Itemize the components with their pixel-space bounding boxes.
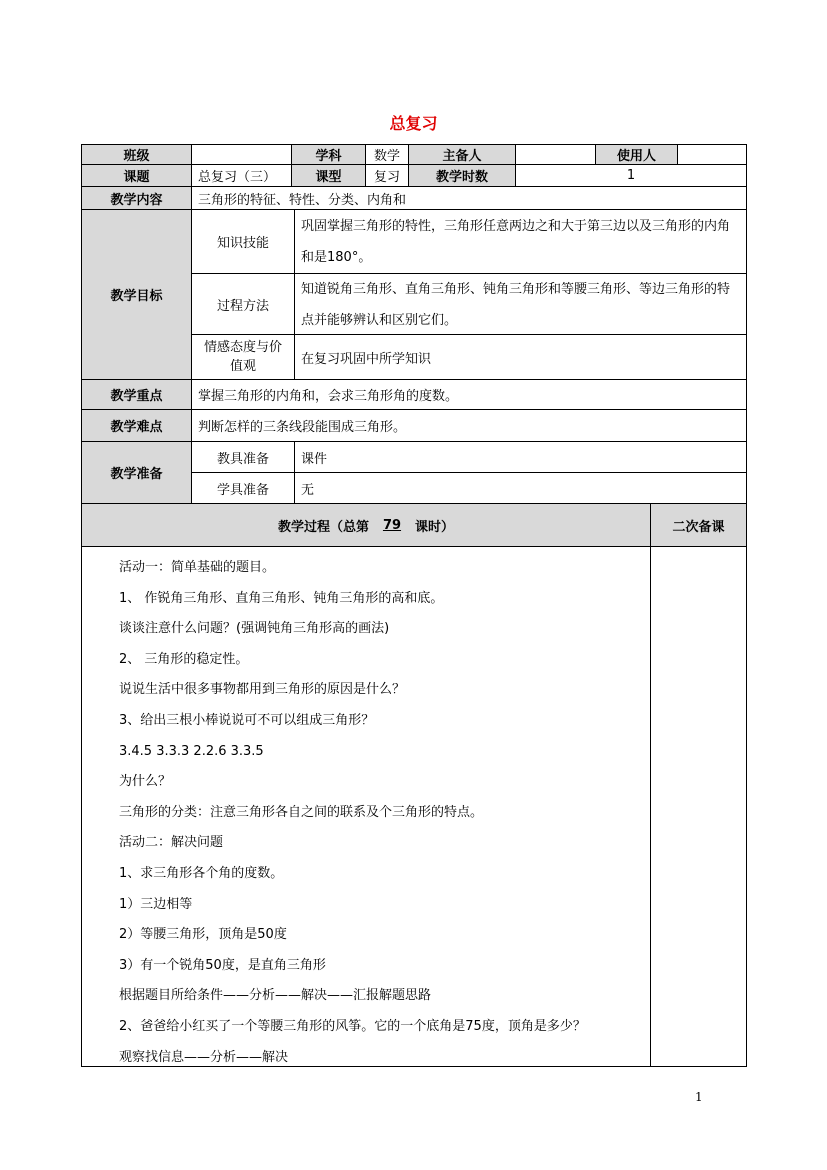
teaching-hours-label: 教学时数 [408,164,516,187]
document-title: 总复习 [389,114,438,133]
subject-label: 学科 [291,144,366,165]
class-label: 班级 [81,144,192,165]
topic-label: 课题 [81,164,192,187]
difficulty-label: 教学难点 [81,409,192,442]
goal-knowledge-text: 巩固掌握三角形的特性，三角形任意两边之和大于第三边以及三角形的内角和是180°。 [294,209,747,274]
difficulty-value: 判断怎样的三条线段能围成三角形。 [191,409,747,442]
process-line: 2）等腰三角形，顶角是50度 [119,927,287,943]
prep-label: 教学准备 [81,441,192,504]
preparer-value [515,144,596,165]
process-line: 说说生活中很多事物都用到三角形的原因是什么？ [119,682,406,698]
process-line: 谈谈注意什么问题？(强调钝角三角形高的画法) [119,621,390,637]
process-line: 2、爸爸给小红买了一个等腰三角形的风筝。它的一个底角是75度，顶角是多少？ [119,1018,586,1034]
goal-process-label: 过程方法 [191,273,295,335]
teaching-hours-value: 1 [515,164,747,187]
lesson-type-label: 课型 [291,164,366,187]
subject-value: 数学 [365,144,409,165]
lesson-type-value: 复习 [365,164,409,187]
goal-knowledge-label: 知识技能 [191,209,295,274]
preparer-label: 主备人 [408,144,516,165]
teacher-materials-value: 课件 [294,441,747,473]
content-label: 教学内容 [81,186,192,210]
process-line: 根据题目所给条件——分析——解决——汇报解题思路 [119,988,432,1004]
teacher-materials-label: 教具准备 [191,441,295,473]
class-value [191,144,292,165]
process-line: 三角形的分类：注意三角形各自之间的联系及个三角形的特点。 [119,804,484,820]
lesson-plan-table [81,144,747,1067]
goals-label: 教学目标 [81,209,192,380]
process-line: 3、给出三根小棒说说可不可以组成三角形？ [119,712,375,728]
process-line: 活动二：解决问题 [119,835,224,851]
process-line: 观察找信息——分析——解决 [119,1049,289,1065]
user-value [677,144,747,165]
key-point-value: 掌握三角形的内角和，会求三角形角的度数。 [191,379,747,410]
process-line: 2、 三角形的稳定性。 [119,651,249,667]
process-line: 为什么？ [119,774,172,790]
process-header-prefix: 教学过程（总第 [277,519,369,535]
process-line: 1、 作锐角三角形、直角三角形、钝角三角形的高和底。 [119,590,444,606]
content-value: 三角形的特征、特性、分类、内角和 [191,186,747,210]
student-materials-label: 学具准备 [191,472,295,504]
student-materials-value: 无 [294,472,747,504]
key-point-label: 教学重点 [81,379,192,410]
goal-attitude-label: 情感态度与价值观 [191,334,295,380]
process-line: 活动一：简单基础的题目。 [119,560,276,575]
goal-attitude-text: 在复习巩固中所学知识 [294,334,747,380]
second-prep-column [650,546,747,1067]
process-lesson-number: 79 [382,517,402,533]
process-line: 3）有一个锐角50度，是直角三角形 [119,957,326,973]
process-header-suffix: 课时） [415,519,455,535]
second-prep-header: 二次备课 [650,503,747,547]
goal-process-text: 知道锐角三角形、直角三角形、钝角三角形和等腰三角形、等边三角形的特点并能够辨认和区别它们。 [294,273,747,335]
process-body [81,546,651,1067]
process-line: 1）三边相等 [119,896,193,912]
process-line: 1、求三角形各个角的度数。 [119,865,284,881]
user-label: 使用人 [595,144,678,165]
topic-value: 总复习（三） [191,164,292,187]
process-line: 3.4.5 3.3.3 2.2.6 3.3.5 [119,743,264,759]
process-header [81,503,651,547]
page-number: 1 [695,1090,703,1104]
